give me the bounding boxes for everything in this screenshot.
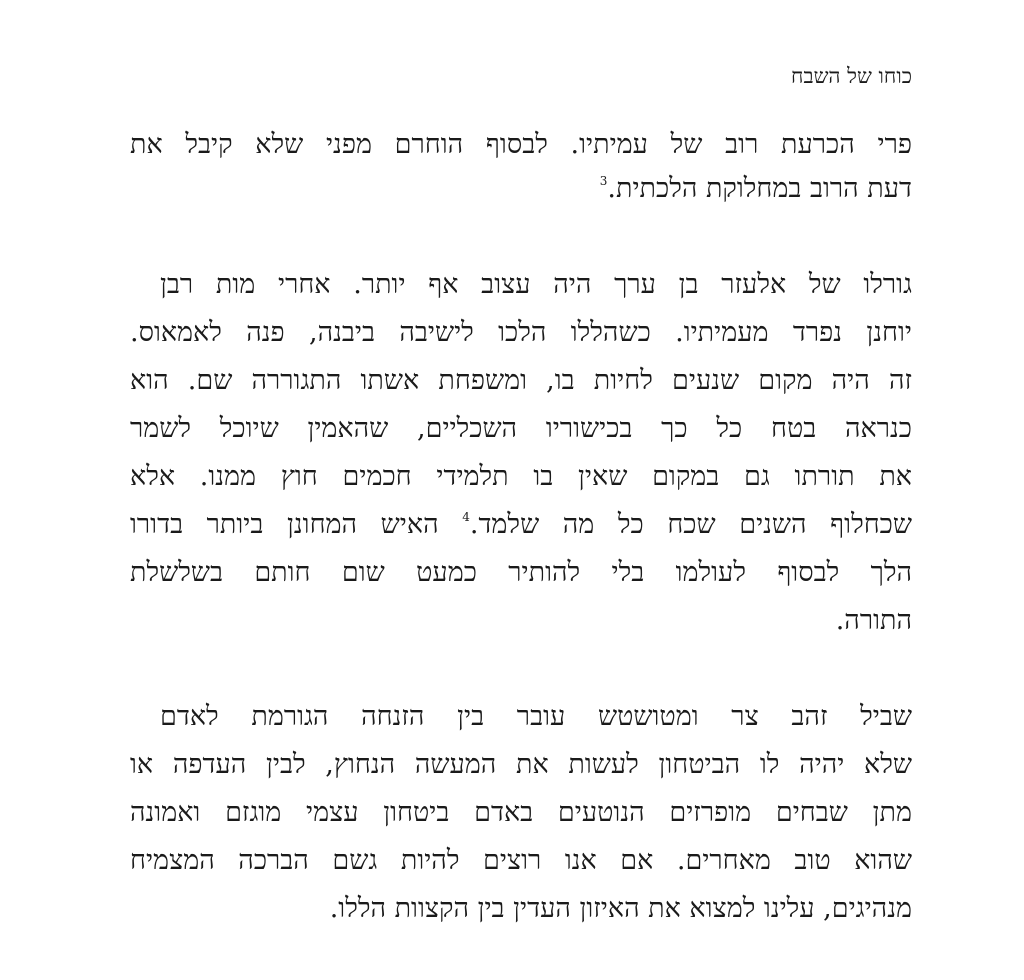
paragraph-3-line-1: שביל זהב צר ומטושטש עובר בין הזנחה הגורמת לאדם: [160, 701, 912, 732]
paragraph-1-line-2: [130, 172, 912, 206]
paragraph-2-line-8: התורה.: [835, 605, 912, 636]
paragraph-3-line-4: שהוא טוב מאחרים. אם אנו רוצים להיות גשם הברכה המצמיח: [130, 845, 912, 876]
paragraph-3-line-5: מנהיגים, עלינו למצוא את האיזון העדין בין הקצוות הללו.: [329, 893, 912, 924]
paragraph-2-line-4: כנראה בטח כל כך בכישוריו השכליים, שהאמין שיוכל לשמר: [130, 413, 912, 444]
paragraph-1-line-2-text: דעת הרוב במחלוקת הלכתית.: [607, 173, 912, 204]
paragraph-2-line-7: הלך לבסוף לעולמו בלי להותיר כמעט שום חותם בשלשלת: [130, 557, 912, 588]
paragraph-1-line-1: פרי הכרעת רוב של עמיתיו. לבסוף הוחרם מפני שלא קיבל את: [130, 129, 912, 160]
paragraph-3-line-3: מתן שבחים מופרזים הנוטעים באדם ביטחון עצמי מוגזם ואמונה: [130, 797, 912, 828]
paragraph-2-line-3: זה היה מקום שנעים לחיות בו, ומשפחת אשתו התגוררה שם. הוא: [130, 365, 912, 396]
paragraph-2-line-6: [130, 508, 912, 542]
running-header: כוחו של השבח: [791, 64, 912, 88]
footnote-ref-4: 4: [462, 510, 470, 524]
paragraph-2-line-1: גורלו של אלעזר בן ערך היה עצוב אף יותר. אחרי מות רבן: [160, 269, 912, 300]
paragraph-2-line-6-text-a: שכחלוף השנים שכח כל מה שלמד.: [469, 509, 912, 540]
paragraph-2-line-2: יוחנן נפרד מעמיתיו. כשהללו הלכו לישיבה ביבנה, פנה לאמאוס.: [130, 317, 912, 348]
paragraph-2-line-6-text-b: האיש המחונן ביותר בדורו: [130, 509, 439, 540]
paragraph-2-line-5: את תורתו גם במקום שאין בו תלמידי חכמים חוץ ממנו. אלא: [130, 461, 912, 492]
paragraph-3-line-2: שלא יהיה לו הביטחון לעשות את המעשה הנחוץ, לבין העדפה או: [130, 749, 912, 780]
footnote-ref-3: 3: [599, 174, 608, 188]
